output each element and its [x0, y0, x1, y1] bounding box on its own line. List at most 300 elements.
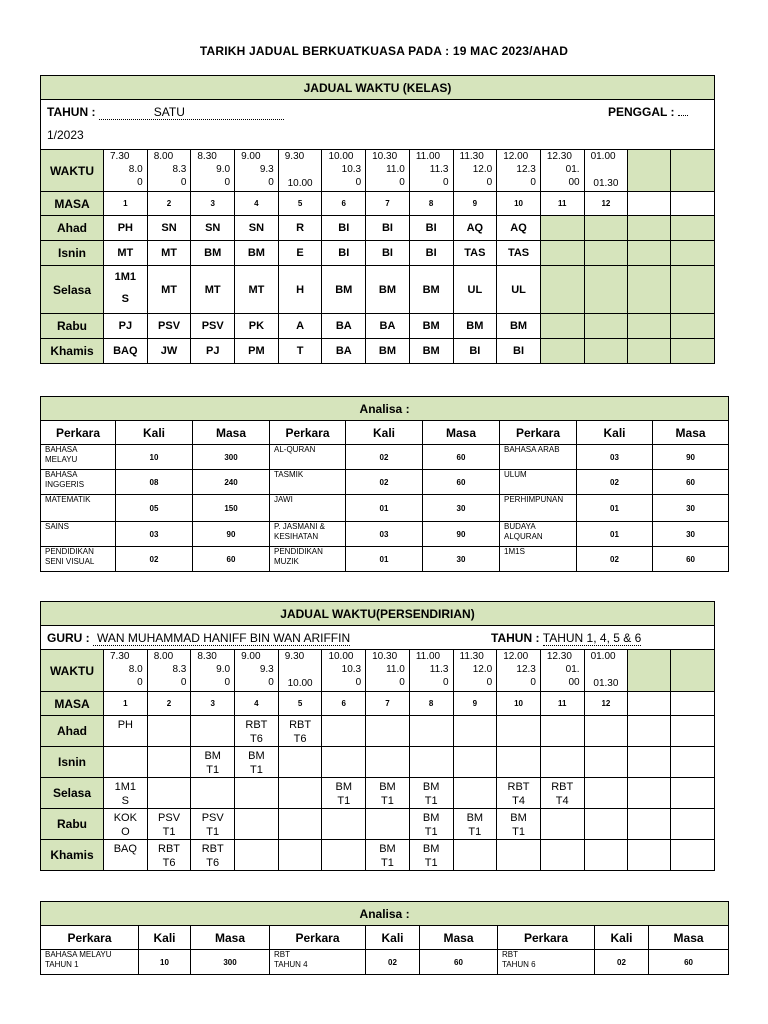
empty-slot [628, 840, 671, 871]
tahun-label: TAHUN : [47, 105, 96, 119]
kali-cell: 01 [346, 547, 423, 572]
subject-cell [584, 716, 628, 747]
subject-cell: SN [191, 216, 235, 241]
time-slot [409, 650, 453, 692]
time-end-cont: 0 [399, 177, 405, 188]
subject-cell: BM T1 [409, 809, 453, 840]
subject-cell [322, 809, 366, 840]
time-slot [104, 650, 148, 692]
subject-cell: BM [453, 314, 497, 339]
table-row [41, 809, 715, 840]
subject-cell: BAQ [104, 840, 148, 871]
subject-cell [497, 840, 541, 871]
time-end: 11.3 [429, 664, 449, 675]
subject-cell: BI [497, 339, 541, 364]
kali-cell: 01 [346, 495, 423, 522]
subject-cell: RBT T6 [147, 840, 191, 871]
table-row [41, 445, 729, 470]
empty-slot [670, 778, 714, 809]
masa-cell: 300 [193, 445, 270, 470]
empty-slot [670, 150, 714, 192]
subject-cell: BM [409, 266, 453, 314]
empty-slot [628, 266, 671, 314]
kali-cell: 03 [346, 522, 423, 547]
time-end: 10.00 [287, 178, 313, 189]
time-end: 11.0 [386, 664, 405, 675]
subject-cell [322, 747, 366, 778]
time-end: 01.30 [593, 178, 619, 189]
time-end: 9.0 [216, 164, 231, 175]
subject-cell [584, 840, 628, 871]
subject-cell: 1M1 S [104, 266, 148, 314]
subject-cell: AQ [453, 216, 497, 241]
empty-slot [628, 241, 671, 266]
masa-cell: 60 [423, 470, 500, 495]
subject-cell: PJ [191, 339, 235, 364]
period-number: 8 [409, 692, 453, 716]
subject-cell: RBT T6 [278, 716, 322, 747]
subject-cell [409, 716, 453, 747]
subject-cell: BI [366, 241, 410, 266]
time-start: 10.30 [372, 651, 398, 662]
subject-cell: BM T1 [235, 747, 279, 778]
time-slot [453, 150, 497, 192]
table-row [41, 747, 715, 778]
subject-cell: 1M1 S [104, 778, 148, 809]
time-end-cont: 0 [530, 677, 536, 688]
subject-cell: BM [497, 314, 541, 339]
subject-cell [584, 778, 628, 809]
period-number: 3 [191, 692, 235, 716]
class-timetable [40, 75, 715, 364]
time-start: 8.30 [197, 151, 217, 162]
column-header: Masa [191, 926, 270, 950]
time-slot [322, 650, 366, 692]
time-end: 12.3 [516, 664, 536, 675]
table-row [41, 266, 715, 314]
kali-cell: 01 [577, 495, 653, 522]
time-end: 12.3 [516, 164, 536, 175]
subject-cell [322, 716, 366, 747]
time-slot [322, 150, 366, 192]
column-header: Perkara [500, 421, 577, 445]
column-header: Masa [193, 421, 270, 445]
period-number: 4 [235, 192, 279, 216]
time-slot [191, 650, 235, 692]
page-title: TARIKH JADUAL BERKUATKUASA PADA : 19 MAC 2023/AHAD [199, 44, 569, 58]
column-header: Kali [577, 421, 653, 445]
time-end-cont: 0 [224, 677, 231, 688]
time-end: 8.0 [128, 164, 143, 175]
subject-cell: BI [409, 216, 453, 241]
time-end: 9.3 [259, 164, 274, 175]
time-end: 8.3 [172, 664, 187, 675]
empty-slot [584, 339, 628, 364]
time-slot [235, 150, 279, 192]
empty-slot [670, 692, 714, 716]
subject-cell [453, 840, 497, 871]
column-header: Kali [346, 421, 423, 445]
empty-slot [670, 840, 714, 871]
masa-cell: 30 [653, 495, 729, 522]
period-number: 10 [497, 692, 541, 716]
time-end-cont: 0 [137, 177, 143, 188]
empty-slot [670, 192, 714, 216]
table-row [41, 522, 729, 547]
subject-cell: BM [235, 241, 279, 266]
time-end-cont: 0 [399, 677, 405, 688]
day-label: Isnin [41, 241, 104, 266]
subject-cell: BI [322, 241, 366, 266]
subject-cell: BI [453, 339, 497, 364]
penggal-value: 1/2023 [47, 128, 84, 142]
subject-cell: BAQ [104, 339, 148, 364]
masa-cell: 90 [423, 522, 500, 547]
subject-cell: SN [147, 216, 191, 241]
perkara-cell: TASMIK [270, 470, 346, 495]
masa-cell: 90 [653, 445, 729, 470]
time-start: 12.30 [546, 651, 572, 662]
time-start: 12.00 [503, 651, 529, 662]
empty-slot [628, 809, 671, 840]
time-end-cont: 0 [180, 177, 187, 188]
table-row [41, 339, 715, 364]
masa-label: MASA [41, 692, 104, 716]
subject-cell [497, 716, 541, 747]
period-number: 5 [278, 692, 322, 716]
masa-cell: 240 [193, 470, 270, 495]
masa-cell: 30 [423, 495, 500, 522]
subject-cell: BM [191, 241, 235, 266]
time-slot [453, 650, 497, 692]
table-row [41, 716, 715, 747]
subject-cell [453, 747, 497, 778]
tahun-value: SATU [99, 105, 284, 120]
perkara-cell: ULUM [500, 470, 577, 495]
perkara-cell: RBT TAHUN 6 [498, 950, 595, 975]
subject-cell [278, 809, 322, 840]
time-end-cont: 0 [486, 177, 493, 188]
subject-cell: BM [366, 266, 410, 314]
class-table-title: JADUAL WAKTU (KELAS) [41, 76, 715, 100]
empty-slot [540, 266, 584, 314]
period-number: 11 [540, 692, 584, 716]
subject-cell [540, 747, 584, 778]
time-end: 8.3 [172, 164, 187, 175]
period-number: 12 [584, 192, 628, 216]
column-header: Kali [116, 421, 193, 445]
subject-cell: SN [235, 216, 279, 241]
empty-slot [670, 216, 714, 241]
time-slot [147, 650, 191, 692]
time-end-cont: 0 [268, 177, 274, 188]
perkara-cell: JAWI [270, 495, 346, 522]
masa-cell: 90 [193, 522, 270, 547]
subject-cell: BM T1 [366, 840, 410, 871]
time-slot [104, 150, 148, 192]
masa-cell: 60 [423, 445, 500, 470]
subject-cell: MT [147, 241, 191, 266]
time-slot [366, 650, 410, 692]
subject-cell: PSV T1 [191, 809, 235, 840]
time-end-cont: 0 [442, 177, 449, 188]
masa-cell: 300 [191, 950, 270, 975]
kali-cell: 02 [346, 445, 423, 470]
subject-cell: RBT T6 [235, 716, 279, 747]
masa-cell: 60 [653, 547, 729, 572]
empty-slot [628, 216, 671, 241]
perkara-cell: MATEMATIK [41, 495, 116, 522]
subject-cell: RBT T4 [540, 778, 584, 809]
empty-slot [584, 314, 628, 339]
day-label: Ahad [41, 716, 104, 747]
time-end-cont: 0 [180, 677, 187, 688]
kali-cell: 03 [116, 522, 193, 547]
subject-cell: UL [453, 266, 497, 314]
waktu-label: WAKTU [41, 150, 104, 192]
time-start: 11.00 [415, 151, 441, 162]
table-row [41, 314, 715, 339]
time-slot [584, 650, 628, 692]
empty-slot [628, 747, 671, 778]
day-label: Rabu [41, 809, 104, 840]
subject-cell [497, 747, 541, 778]
empty-slot [584, 216, 628, 241]
subject-cell [235, 778, 279, 809]
subject-cell: BM [409, 339, 453, 364]
personal-tahun-value: TAHUN 1, 4, 5 & 6 [542, 631, 642, 645]
masa-cell: 60 [653, 470, 729, 495]
day-label: Selasa [41, 266, 104, 314]
table-row [41, 778, 715, 809]
time-end: 01. [565, 164, 580, 175]
empty-slot [670, 266, 714, 314]
subject-cell: A [278, 314, 322, 339]
perkara-cell: BAHASA INGGERIS [41, 470, 116, 495]
time-end-cont: 0 [268, 677, 274, 688]
time-end-cont: 0 [224, 177, 231, 188]
kali-cell: 05 [116, 495, 193, 522]
personal-info-bar [41, 626, 715, 650]
subject-cell: MT [191, 266, 235, 314]
perkara-cell: PENDIDIKAN SENI VISUAL [41, 547, 116, 572]
guru-value: WAN MUHAMMAD HANIFF BIN WAN ARIFFIN [93, 631, 350, 646]
time-start: 8.00 [153, 151, 174, 162]
subject-cell [540, 716, 584, 747]
table-row [41, 495, 729, 522]
time-end: 11.0 [386, 164, 405, 175]
time-slot [147, 150, 191, 192]
time-end: 9.0 [216, 664, 231, 675]
subject-cell: BM [366, 339, 410, 364]
table-row [41, 470, 729, 495]
time-end: 12.0 [472, 164, 493, 175]
table-row [41, 547, 729, 572]
period-number: 10 [497, 192, 541, 216]
subject-cell [147, 778, 191, 809]
kali-cell: 10 [116, 445, 193, 470]
perkara-cell: BAHASA MELAYU TAHUN 1 [41, 950, 139, 975]
time-start: 10.00 [328, 651, 354, 662]
day-label: Ahad [41, 216, 104, 241]
empty-slot [540, 339, 584, 364]
subject-cell: BM T1 [191, 747, 235, 778]
period-number: 8 [409, 192, 453, 216]
subject-cell: R [278, 216, 322, 241]
day-label: Rabu [41, 314, 104, 339]
period-number: 1 [104, 192, 148, 216]
kali-cell: 03 [577, 445, 653, 470]
time-end-cont: 0 [486, 677, 493, 688]
time-end-cont: 0 [355, 177, 362, 188]
personal-tahun-label: TAHUN : [491, 631, 540, 645]
subject-cell: PK [235, 314, 279, 339]
masa-cell: 30 [653, 522, 729, 547]
subject-cell [235, 840, 279, 871]
subject-cell: BM T1 [453, 809, 497, 840]
subject-cell [322, 840, 366, 871]
subject-cell [366, 716, 410, 747]
subject-cell [453, 778, 497, 809]
period-number: 5 [278, 192, 322, 216]
empty-slot [628, 314, 671, 339]
subject-cell [584, 747, 628, 778]
subject-cell [453, 716, 497, 747]
subject-cell: PH [104, 216, 148, 241]
analisa-persendirian-title: Analisa : [41, 902, 729, 926]
empty-slot [628, 339, 671, 364]
class-info-bar [41, 100, 715, 150]
period-number: 6 [322, 192, 366, 216]
kali-cell: 02 [577, 547, 653, 572]
period-number: 9 [453, 692, 497, 716]
perkara-cell: P. JASMANI & KESIHATAN [270, 522, 346, 547]
empty-slot [670, 716, 714, 747]
table-row [41, 216, 715, 241]
subject-cell: BM T1 [409, 778, 453, 809]
subject-cell [191, 716, 235, 747]
time-slot [540, 650, 584, 692]
perkara-cell: BUDAYA ALQURAN [500, 522, 577, 547]
masa-cell: 30 [423, 547, 500, 572]
analisa-kelas-table [40, 396, 729, 572]
subject-cell [409, 747, 453, 778]
time-start: 10.00 [328, 151, 354, 162]
column-header: Perkara [270, 421, 346, 445]
period-number: 3 [191, 192, 235, 216]
time-end: 10.00 [287, 678, 313, 689]
perkara-cell: 1M1S [500, 547, 577, 572]
time-start: 11.30 [459, 151, 484, 162]
period-number: 2 [147, 192, 191, 216]
subject-cell: JW [147, 339, 191, 364]
kali-cell: 08 [116, 470, 193, 495]
time-slot [497, 150, 541, 192]
time-end-cont: 0 [355, 677, 362, 688]
time-slot [497, 650, 541, 692]
empty-slot [628, 716, 671, 747]
perkara-cell: SAINS [41, 522, 116, 547]
time-start: 12.30 [546, 151, 572, 162]
time-end: 10.3 [341, 664, 362, 675]
subject-cell [147, 716, 191, 747]
empty-slot [670, 314, 714, 339]
subject-cell: PSV T1 [147, 809, 191, 840]
subject-cell: PM [235, 339, 279, 364]
personal-timetable [40, 601, 715, 871]
time-end: 10.3 [341, 164, 362, 175]
subject-cell [104, 747, 148, 778]
period-number: 2 [147, 692, 191, 716]
time-end: 8.0 [128, 664, 143, 675]
masa-cell: 60 [649, 950, 729, 975]
time-start: 9.00 [241, 651, 261, 662]
empty-slot [540, 241, 584, 266]
column-header: Perkara [41, 421, 116, 445]
empty-slot [670, 339, 714, 364]
perkara-cell: BAHASA ARAB [500, 445, 577, 470]
table-row [41, 241, 715, 266]
empty-slot [540, 314, 584, 339]
day-label: Isnin [41, 747, 104, 778]
time-slot [540, 150, 584, 192]
subject-cell: BM T1 [409, 840, 453, 871]
column-header: Kali [595, 926, 649, 950]
masa-label: MASA [41, 192, 104, 216]
column-header: Perkara [498, 926, 595, 950]
empty-slot [628, 692, 671, 716]
subject-cell: PH [104, 716, 148, 747]
empty-slot [584, 241, 628, 266]
kali-cell: 02 [577, 470, 653, 495]
subject-cell [540, 809, 584, 840]
time-slot [584, 150, 628, 192]
analisa-persendirian-table [40, 901, 729, 975]
period-number: 9 [453, 192, 497, 216]
perkara-cell: PERHIMPUNAN [500, 495, 577, 522]
subject-cell: RBT T6 [191, 840, 235, 871]
period-number: 12 [584, 692, 628, 716]
day-label: Khamis [41, 840, 104, 871]
subject-cell: PJ [104, 314, 148, 339]
subject-cell: PSV [147, 314, 191, 339]
time-start: 11.30 [459, 651, 484, 662]
subject-cell: BM T1 [322, 778, 366, 809]
subject-cell: BM T1 [497, 809, 541, 840]
time-start: 01.00 [590, 151, 616, 162]
kali-cell: 01 [577, 522, 653, 547]
subject-cell [278, 840, 322, 871]
time-end-cont: 0 [137, 677, 143, 688]
column-header: Perkara [270, 926, 366, 950]
subject-cell: KOK O [104, 809, 148, 840]
perkara-cell: RBT TAHUN 4 [270, 950, 366, 975]
time-slot [191, 150, 235, 192]
period-number: 6 [322, 692, 366, 716]
empty-slot [628, 778, 671, 809]
empty-slot [584, 266, 628, 314]
subject-cell [278, 778, 322, 809]
column-header: Masa [649, 926, 729, 950]
time-end-cont: 0 [442, 677, 449, 688]
empty-slot [670, 809, 714, 840]
time-start: 9.00 [241, 151, 261, 162]
period-number: 11 [540, 192, 584, 216]
column-header: Kali [139, 926, 191, 950]
time-start: 01.00 [590, 651, 616, 662]
subject-cell: UL [497, 266, 541, 314]
time-slot [409, 150, 453, 192]
